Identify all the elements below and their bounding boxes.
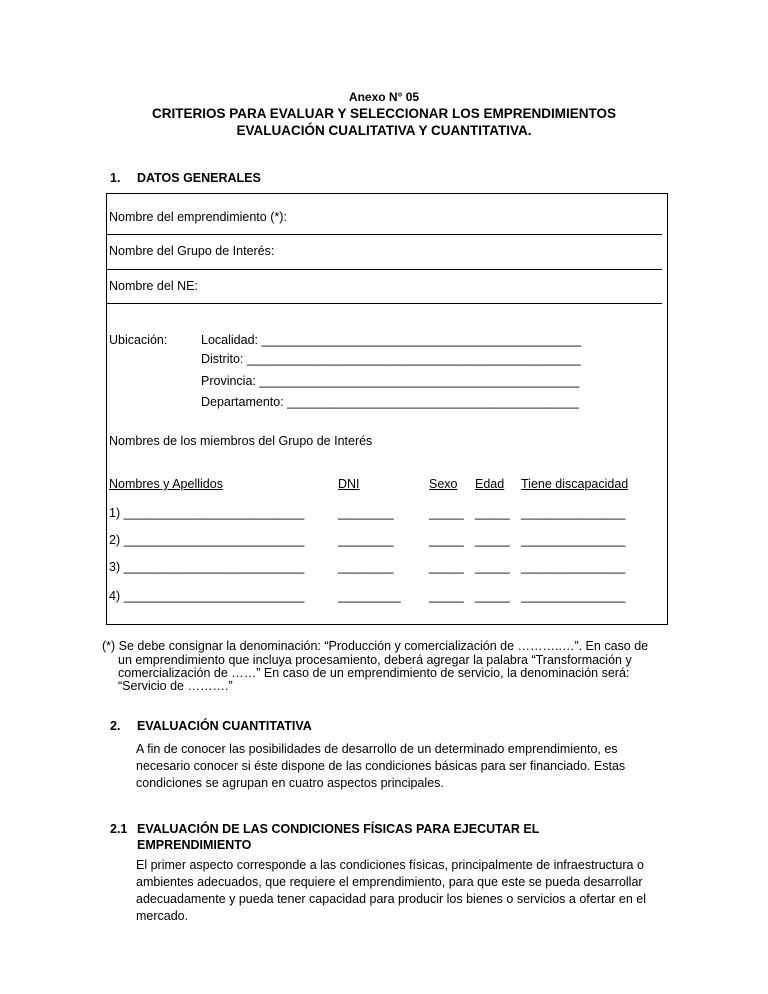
- ubicacion-label: Ubicación:: [109, 333, 168, 347]
- ne-label: Nombre del NE:: [109, 279, 198, 293]
- section21-paragraph-line1: El primer aspecto corresponde a las condiciones físicas, principalmente de infraestructura o: [136, 858, 644, 872]
- footnote-line2: un emprendimiento que incluya procesamiento, deberá agregar la palabra “Transformación y: [118, 653, 632, 667]
- member-row-4-name[interactable]: 4) __________________________: [109, 589, 305, 603]
- footnote-line3: comercialización de ……” En caso de un emprendimiento de servicio, la denominación será:: [118, 666, 630, 680]
- section21-paragraph-line4: mercado.: [136, 909, 189, 923]
- emprendimiento-field[interactable]: [107, 234, 662, 235]
- section2-number: 2.: [110, 719, 121, 733]
- member-row-1-sexo[interactable]: _____: [429, 506, 464, 520]
- annex-label: Anexo N° 05: [348, 90, 420, 104]
- miembros-title: Nombres de los miembros del Grupo de Interés: [109, 434, 373, 448]
- member-row-3-edad[interactable]: _____: [475, 560, 510, 574]
- member-row-1-disc[interactable]: _______________: [521, 506, 626, 520]
- document-title-line2: EVALUACIÓN CUALITATIVA Y CUANTITATIVA.: [236, 123, 532, 138]
- section21-paragraph-line3: adecuadamente y pueda tener capacidad para producir los bienes o servicios a ofertar en el: [136, 892, 647, 906]
- ne-field[interactable]: [107, 303, 662, 304]
- emprendimiento-label: Nombre del emprendimiento (*):: [109, 210, 287, 224]
- member-row-3-sexo[interactable]: _____: [429, 560, 464, 574]
- member-row-1-edad[interactable]: _____: [475, 506, 510, 520]
- member-row-2-disc[interactable]: _______________: [521, 533, 626, 547]
- section1-title: DATOS GENERALES: [137, 171, 261, 185]
- departamento-field[interactable]: Departamento: __________________________________________: [201, 395, 580, 409]
- footnote-line1: (*) Se debe consignar la denominación: “Producción y comercialización de ………..…”. En caso de: [102, 639, 649, 653]
- section21-title-line1: EVALUACIÓN DE LAS CONDICIONES FÍSICAS PARA EJECUTAR EL: [137, 822, 540, 836]
- member-row-4-dni[interactable]: _________: [338, 589, 401, 603]
- footnote-line4: “Servicio de ……….”: [118, 679, 233, 693]
- member-row-4-sexo[interactable]: _____: [429, 589, 464, 603]
- member-row-1-dni[interactable]: ________: [338, 506, 394, 520]
- member-row-1-name[interactable]: 1) __________________________: [109, 506, 305, 520]
- localidad-field[interactable]: Localidad: ______________________________________________: [201, 333, 582, 347]
- distrito-field[interactable]: Distrito: ________________________________________________: [201, 352, 581, 366]
- section1-number: 1.: [110, 171, 121, 185]
- section2-paragraph-line3: condiciones se agrupan en cuatro aspectos principales.: [136, 776, 444, 790]
- grupo-label: Nombre del Grupo de Interés:: [109, 244, 275, 258]
- section21-paragraph-line2: ambientes adecuados, que requiere el emprendimiento, para que este se pueda desarrollar: [136, 875, 643, 889]
- col-discapacidad: Tiene discapacidad: [521, 477, 629, 491]
- member-row-4-edad[interactable]: _____: [475, 589, 510, 603]
- section2-paragraph-line1: A fin de conocer las posibilidades de desarrollo de un determinado emprendimiento, es: [136, 742, 618, 756]
- provincia-field[interactable]: Provincia: ______________________________________________: [201, 374, 580, 388]
- member-row-2-sexo[interactable]: _____: [429, 533, 464, 547]
- section2-title: EVALUACIÓN CUANTITATIVA: [137, 719, 312, 733]
- document-title-line1: CRITERIOS PARA EVALUAR Y SELECCIONAR LOS EMPRENDIMIENTOS: [151, 106, 617, 121]
- section21-title-line2: EMPRENDIMIENTO: [137, 838, 252, 852]
- col-edad: Edad: [475, 477, 505, 491]
- member-row-4-disc[interactable]: _______________: [521, 589, 626, 603]
- member-row-2-edad[interactable]: _____: [475, 533, 510, 547]
- member-row-2-dni[interactable]: ________: [338, 533, 394, 547]
- member-row-3-name[interactable]: 3) __________________________: [109, 560, 305, 574]
- section21-number: 2.1: [110, 822, 128, 836]
- grupo-field[interactable]: [107, 269, 662, 270]
- col-nombres: Nombres y Apellidos: [109, 477, 223, 491]
- member-row-2-name[interactable]: 2) __________________________: [109, 533, 305, 547]
- col-dni: DNI: [338, 477, 360, 491]
- col-sexo: Sexo: [429, 477, 458, 491]
- section2-paragraph-line2: necesario conocer si éste dispone de las condiciones básicas para ser financiado. Estas: [136, 759, 626, 773]
- member-row-3-disc[interactable]: _______________: [521, 560, 626, 574]
- member-row-3-dni[interactable]: ________: [338, 560, 394, 574]
